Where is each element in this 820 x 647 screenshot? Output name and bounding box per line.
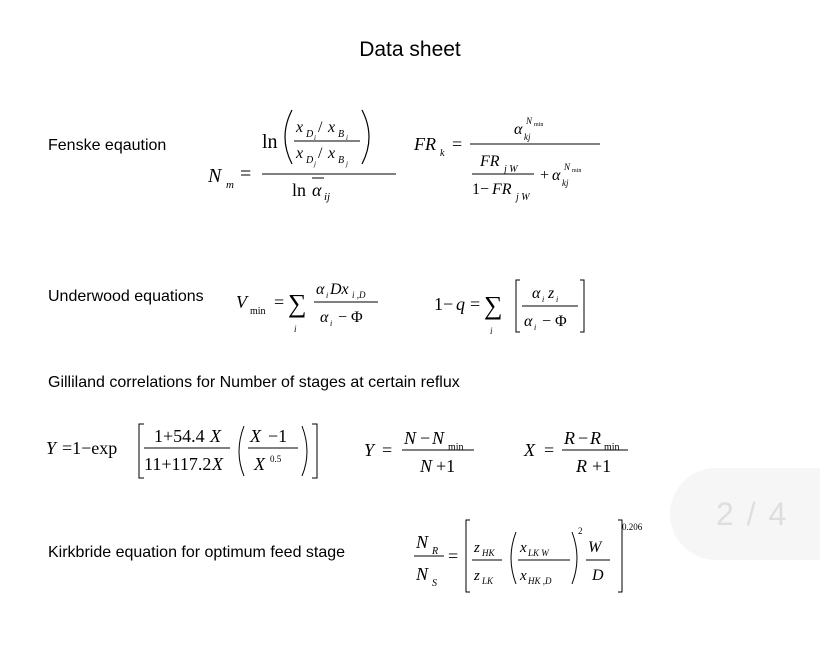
svg-text:x: x [520, 568, 527, 584]
svg-text:min: min [572, 168, 582, 174]
gilliland-label: Gilliland correlations for Number of stages at certain reflux [48, 374, 460, 391]
svg-text:R: R [576, 456, 587, 476]
fenske-label: Fenske eqaution [48, 137, 167, 154]
svg-text:z: z [474, 568, 480, 584]
svg-text:min: min [534, 122, 544, 128]
svg-text:i: i [542, 295, 545, 304]
svg-text:D: D [306, 155, 314, 166]
page-indicator-text: 2 / 4 [716, 495, 789, 532]
svg-text:i: i [534, 323, 537, 332]
svg-text:Y: Y [46, 438, 57, 458]
svg-text:i: i [556, 295, 559, 304]
svg-text:∑: ∑ [484, 291, 503, 320]
svg-text:X: X [250, 426, 261, 446]
svg-text:− Φ: − Φ [338, 309, 363, 326]
svg-text:k: k [440, 148, 445, 159]
svg-text:∑: ∑ [288, 289, 307, 318]
svg-text:B: B [338, 155, 345, 166]
svg-text:ij: ij [324, 191, 331, 203]
fractional-recovery-equation [410, 110, 610, 210]
svg-text:X: X [254, 454, 265, 474]
svg-text:Dx: Dx [330, 281, 349, 298]
svg-text:11+117.2: 11+117.2 [144, 454, 212, 474]
svg-text:D: D [306, 129, 314, 140]
svg-text:X: X [524, 440, 535, 460]
svg-text:α: α [312, 180, 322, 200]
svg-text:R: R [432, 546, 439, 557]
svg-text:HK ,D: HK ,D [528, 576, 552, 586]
svg-text:z: z [474, 540, 480, 556]
svg-text:R: R [564, 428, 575, 448]
underwood-q-equation [432, 272, 602, 342]
svg-text:x: x [520, 540, 527, 556]
svg-text:/: / [318, 119, 323, 136]
svg-text:/: / [318, 145, 323, 162]
svg-text:α: α [320, 309, 329, 326]
svg-text:R: R [590, 428, 601, 448]
svg-text:W: W [588, 539, 602, 556]
svg-text:N: N [416, 532, 429, 552]
svg-text:2: 2 [578, 526, 583, 536]
svg-text:−1: −1 [268, 426, 288, 446]
page-title: Data sheet [359, 38, 461, 61]
svg-text:α: α [532, 285, 541, 302]
svg-text:1−: 1− [472, 181, 490, 198]
svg-text:− Φ: − Φ [542, 313, 567, 330]
svg-text:min: min [604, 442, 620, 453]
svg-text:x: x [296, 119, 304, 136]
svg-text:j W: j W [516, 192, 530, 203]
svg-text:=: = [274, 292, 285, 312]
svg-text:i: i [490, 326, 493, 336]
svg-text:x: x [296, 145, 304, 162]
svg-text:min: min [250, 306, 266, 317]
svg-text:ln: ln [262, 131, 278, 153]
svg-text:=1−exp: =1−exp [62, 438, 118, 458]
svg-text:N: N [420, 456, 433, 476]
svg-text:α: α [316, 281, 325, 298]
svg-text:ln: ln [292, 180, 307, 200]
svg-text:j W: j W [504, 164, 518, 175]
svg-text:=: = [448, 546, 459, 566]
svg-text:0.5: 0.5 [270, 454, 282, 464]
svg-text:N: N [564, 162, 571, 172]
svg-text:+1: +1 [436, 456, 456, 476]
svg-text:V: V [236, 292, 247, 312]
svg-text:i: i [330, 319, 333, 328]
gilliland-x-equation [520, 426, 650, 482]
kirkbride-label: Kirkbride equation for optimum feed stage [48, 544, 346, 561]
svg-text:j: j [346, 160, 348, 168]
svg-text:+: + [540, 167, 550, 184]
svg-text:X: X [210, 426, 221, 446]
fenske-equation [200, 100, 400, 210]
svg-text:N: N [432, 428, 445, 448]
svg-text:=: = [544, 440, 555, 460]
svg-text:=: = [452, 134, 463, 154]
svg-text:α: α [514, 121, 523, 138]
svg-text:z: z [548, 285, 555, 302]
svg-text:i ,D: i ,D [352, 290, 366, 300]
svg-text:LK: LK [482, 576, 494, 586]
svg-text:i: i [346, 134, 348, 142]
svg-text:=: = [470, 294, 481, 314]
svg-text:B: B [338, 129, 345, 140]
svg-text:HK: HK [482, 548, 495, 558]
svg-text:x: x [328, 119, 336, 136]
svg-text:kj: kj [524, 132, 531, 142]
svg-text:S: S [432, 578, 437, 589]
svg-text:1+54.4: 1+54.4 [154, 426, 205, 446]
underwood-label: Underwood equations [48, 288, 204, 305]
svg-text:i: i [314, 134, 316, 142]
gilliland-y-equation [44, 418, 334, 482]
svg-text:min: min [448, 442, 464, 453]
svg-text:X: X [212, 454, 223, 474]
svg-text:D: D [592, 567, 604, 584]
svg-text:i: i [326, 291, 329, 300]
svg-text:FR: FR [414, 134, 436, 154]
svg-text:N: N [526, 116, 533, 126]
svg-text:+1: +1 [592, 456, 612, 476]
svg-text:FR: FR [492, 181, 512, 198]
svg-text:N: N [208, 165, 222, 187]
svg-text:N: N [404, 428, 417, 448]
svg-text:α: α [552, 167, 561, 184]
svg-text:−: − [578, 428, 589, 448]
page-indicator[interactable] [670, 468, 820, 560]
svg-text:kj: kj [562, 178, 569, 188]
svg-text:1−: 1− [434, 294, 454, 314]
svg-text:j: j [314, 160, 316, 168]
svg-text:−: − [420, 428, 431, 448]
svg-text:i: i [294, 324, 297, 334]
underwood-vmin-equation [232, 272, 392, 342]
svg-text:α: α [524, 313, 533, 330]
svg-text:FR: FR [480, 153, 500, 170]
svg-text:=: = [240, 163, 252, 185]
svg-text:m: m [226, 179, 234, 191]
svg-text:x: x [328, 145, 336, 162]
svg-text:0.206: 0.206 [622, 522, 643, 532]
svg-text:=: = [382, 440, 393, 460]
kirkbride-equation [410, 510, 660, 596]
svg-text:q: q [456, 294, 465, 314]
svg-text:LK W: LK W [528, 548, 549, 558]
svg-text:N: N [416, 564, 429, 584]
svg-text:Y: Y [364, 440, 375, 460]
gilliland-n-equation [362, 426, 492, 482]
